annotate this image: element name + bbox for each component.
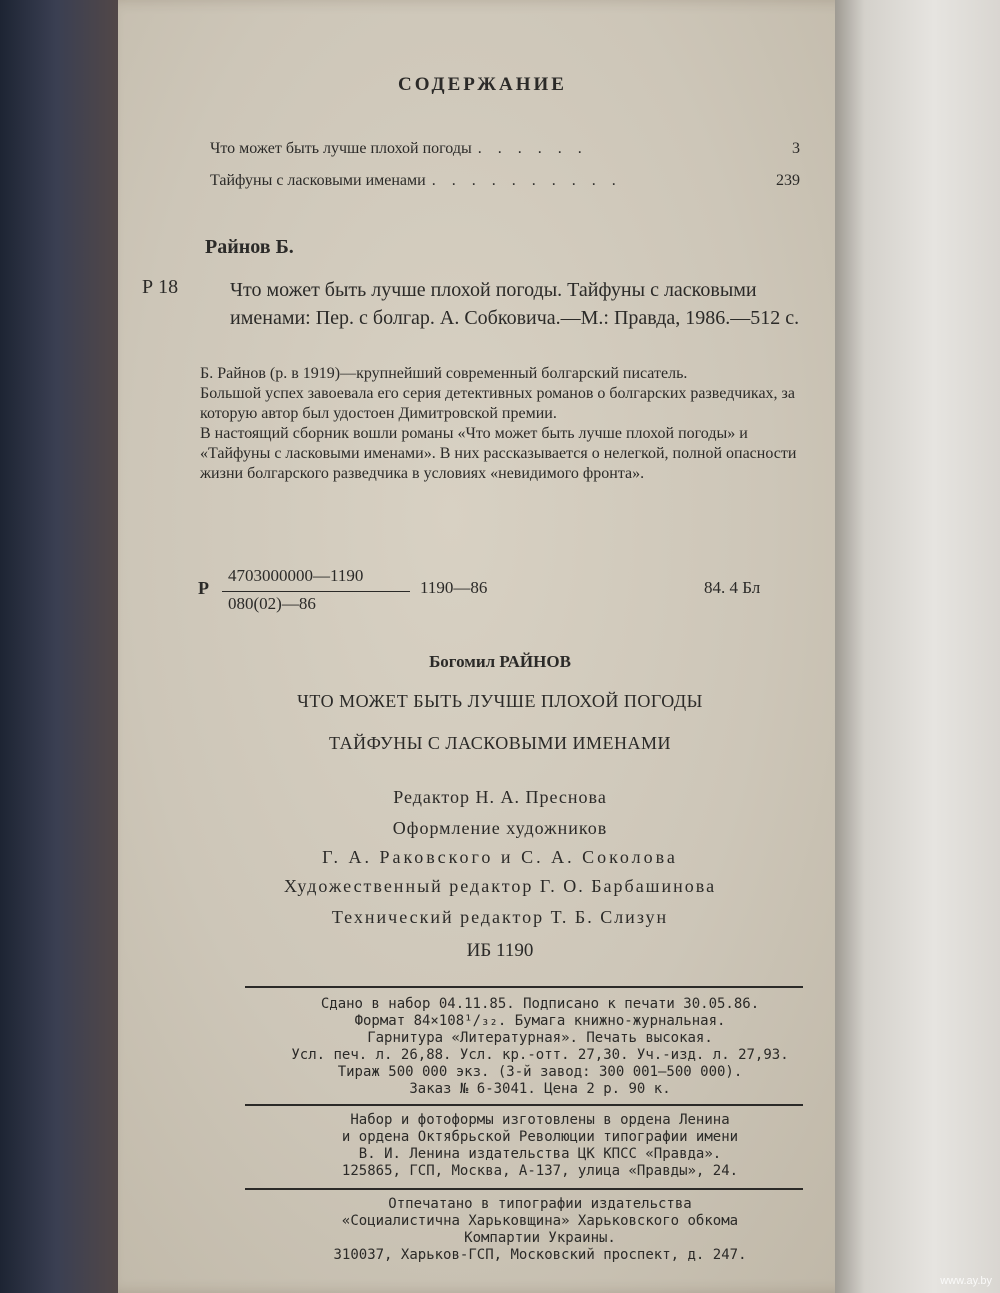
catalog-code-letter: Р [198,578,209,598]
imprint-line: Сдано в набор 04.11.85. Подписано к печати 30.05.86. [320,996,760,1012]
catalog-code-denominator: 080(02)—86 [228,594,316,613]
imprint-line: В. И. Ленина издательства ЦК КПСС «Правда». [358,1146,722,1162]
contents-title: СОДЕРЖАНИЕ [398,74,567,95]
imprint-line: и ордена Октябрьской Революции типографии имени [341,1129,739,1145]
imprint-line: 125865, ГСП, Москва, А-137, улица «Правды», 24. [341,1163,739,1179]
imprint-line: Формат 84×108¹/₃₂. Бумага книжно-журнальная. [354,1013,726,1029]
toc-item-page: 239 [776,172,800,189]
abstract-paragraph: Б. Райнов (р. в 1919)—крупнейший современный болгарский писатель. [200,365,688,382]
toc-leader-dots: . . . . . . [477,140,588,157]
imprint-line: Набор и фотоформы изготовлены в ордена Ленина [350,1112,730,1128]
facing-page [835,0,1000,1293]
imprint-block [200,1112,880,1180]
abstract-paragraph: Большой успех завоевала его серия детективных романов о болгарских разведчиках, за которую автор был удостоен Димитровской премии. [200,385,795,422]
catalog-call-number: Р 18 [142,276,179,298]
book-title: ТАЙФУНЫ С ЛАСКОВЫМИ ИМЕНАМИ [329,733,671,753]
catalog-code-right: 84. 4 Бл [704,578,761,597]
divider-rule [245,986,803,988]
imprint-line: Тираж 500 000 экз. (3-й завод: 300 001—500 000). [337,1064,743,1080]
imprint-line: Усл. печ. л. 26,88. Усл. кр.-отт. 27,30. Уч.-изд. л. 27,93. [291,1047,789,1063]
abstract-paragraph: В настоящий сборник вошли романы «Что может быть лучше плохой погоды» и «Тайфуны с ласковыми именами». В них рассказывается о нелегкой, полной опасности жизни болгарского разведчика в условиях «невидимого фронта». [200,425,797,482]
imprint-line: «Социалистична Харьковщина» Харьковского обкома [341,1213,739,1229]
staff-line: Оформление художников [392,818,608,838]
catalog-abstract [200,364,802,484]
staff-line: Редактор Н. А. Преснова [393,787,607,807]
toc-item-title: Тайфуны с ласковыми именами [210,172,426,189]
catalog-author-heading: Райнов Б. [205,236,294,258]
staff-line: Технический редактор Т. Б. Слизун [331,907,669,927]
imprint-block [200,1196,880,1264]
catalog-code-mid: 1190—86 [420,578,488,597]
book-title: ЧТО МОЖЕТ БЫТЬ ЛУЧШЕ ПЛОХОЙ ПОГОДЫ [297,691,703,711]
book-page [118,0,858,1293]
toc-leader-dots: . . . . . . . . . . [431,172,622,189]
fraction-divider [222,591,410,592]
imprint-line: Отпечатано в типографии издательства [388,1196,692,1212]
divider-rule [245,1104,803,1106]
book-author: Богомил РАЙНОВ [429,652,571,671]
imprint-line: Компартии Украины. [464,1230,616,1246]
toc-item-page: 3 [792,140,800,157]
toc-item-title: Что может быть лучше плохой погоды [210,140,472,157]
imprint-block [200,996,880,1098]
toc-item [210,172,800,190]
staff-line: Художественный редактор Г. О. Барбашинова [283,876,717,896]
toc-item [210,140,800,158]
imprint-line: Гарнитура «Литературная». Печать высокая. [367,1030,713,1046]
ib-number: ИБ 1190 [466,940,534,961]
catalog-entry: Что может быть лучше плохой погоды. Тайфуны с ласковыми именами: Пер. с болгар. А. Собковича.—М.: Правда, 1986.—512 с. [230,279,800,329]
imprint-line: 310037, Харьков-ГСП, Московский проспект, д. 247. [333,1247,747,1263]
catalog-code-numerator: 4703000000—1190 [228,566,364,585]
divider-rule [245,1188,803,1190]
imprint-line: Заказ № 6-3041. Цена 2 р. 90 к. [409,1081,671,1097]
watermark-text: www.ay.by [940,1275,992,1287]
staff-line: Г. А. Раковского и С. А. Соколова [322,847,678,867]
